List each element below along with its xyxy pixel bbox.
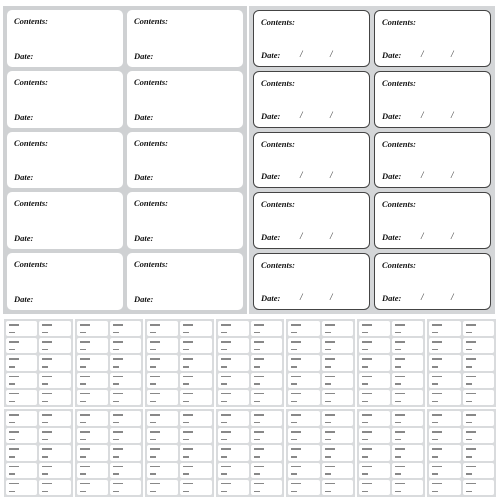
mini-label-sheet (427, 409, 496, 497)
storage-label (374, 192, 491, 249)
mini-label (463, 355, 494, 370)
mini-label (218, 480, 249, 495)
date-separator: / (300, 170, 303, 181)
mini-label (180, 428, 211, 443)
mini-label (77, 428, 108, 443)
mini-label (429, 338, 460, 353)
date-field-label: Date: (134, 50, 154, 61)
contents-field-label: Contents: (134, 137, 169, 148)
date-field-label: Date: (261, 292, 281, 303)
mini-label (429, 480, 460, 495)
mini-label (39, 445, 70, 460)
mini-label (251, 338, 282, 353)
mini-label (147, 338, 178, 353)
mini-label-sheet (4, 319, 73, 407)
mini-label (322, 411, 353, 426)
mini-label (180, 373, 211, 388)
mini-label (359, 355, 390, 370)
mini-label-sheet (75, 409, 144, 497)
date-separator: / (451, 231, 454, 242)
mini-label (180, 445, 211, 460)
mini-label (39, 321, 70, 336)
mini-label (218, 373, 249, 388)
date-separator: / (300, 231, 303, 242)
mini-label-sheet (427, 319, 496, 407)
contents-field-label: Contents: (382, 199, 417, 210)
date-separator: / (421, 48, 424, 59)
date-separator: / (451, 170, 454, 181)
mini-label (359, 321, 390, 336)
mini-label (110, 390, 141, 405)
mini-label (463, 321, 494, 336)
mini-label (251, 355, 282, 370)
mini-label (463, 411, 494, 426)
mini-label (77, 390, 108, 405)
mini-label (180, 480, 211, 495)
mini-label (39, 390, 70, 405)
mini-label (77, 411, 108, 426)
date-field-label: Date: (261, 171, 281, 182)
storage-label (7, 253, 123, 310)
mini-label (322, 390, 353, 405)
mini-label-sheet (216, 319, 285, 407)
date-field-label: Date: (14, 111, 34, 122)
mini-label (429, 411, 460, 426)
date-separator: / (451, 109, 454, 120)
mini-label (288, 445, 319, 460)
storage-label (7, 71, 123, 128)
mini-label (39, 355, 70, 370)
date-separator: / (421, 109, 424, 120)
mini-label-sheet (75, 319, 144, 407)
contents-field-label: Contents: (14, 137, 49, 148)
mini-label (359, 463, 390, 478)
mini-label (110, 463, 141, 478)
mini-label (77, 355, 108, 370)
mini-label (463, 390, 494, 405)
mini-label (110, 373, 141, 388)
mini-label-sheet (145, 319, 214, 407)
mini-label (147, 373, 178, 388)
mini-label (463, 480, 494, 495)
storage-label (127, 71, 243, 128)
contents-field-label: Contents: (134, 198, 169, 209)
mini-label (39, 428, 70, 443)
storage-label (253, 253, 370, 310)
mini-label (429, 445, 460, 460)
date-separator: / (421, 231, 424, 242)
mini-label (180, 463, 211, 478)
mini-label-sheet (286, 409, 355, 497)
mini-label (110, 428, 141, 443)
mini-label (251, 411, 282, 426)
mini-label (77, 445, 108, 460)
storage-label (253, 192, 370, 249)
mini-label (463, 463, 494, 478)
date-separator: / (300, 109, 303, 120)
mini-label (288, 428, 319, 443)
mini-label (110, 321, 141, 336)
storage-label (7, 132, 123, 189)
storage-label (374, 10, 491, 67)
mini-label (6, 445, 37, 460)
mini-label (147, 445, 178, 460)
mini-label (392, 338, 423, 353)
mini-label (218, 411, 249, 426)
mini-label (77, 480, 108, 495)
date-separator: / (330, 231, 333, 242)
mini-label (6, 390, 37, 405)
mini-label (180, 338, 211, 353)
mini-label (429, 390, 460, 405)
date-separator: / (300, 291, 303, 302)
mini-label (110, 445, 141, 460)
date-field-label: Date: (382, 171, 402, 182)
mini-label (147, 390, 178, 405)
contents-field-label: Contents: (261, 199, 296, 210)
date-field-label: Date: (14, 50, 34, 61)
mini-label (463, 338, 494, 353)
mini-label (251, 480, 282, 495)
mini-label (429, 463, 460, 478)
storage-label (374, 132, 491, 189)
storage-label (374, 253, 491, 310)
mini-label (322, 480, 353, 495)
mini-label (463, 445, 494, 460)
mini-label (392, 321, 423, 336)
mini-label (77, 463, 108, 478)
mini-label-sheet (4, 409, 73, 497)
date-separator: / (330, 109, 333, 120)
mini-label-sheet (286, 319, 355, 407)
mini-label (322, 321, 353, 336)
contents-field-label: Contents: (261, 260, 296, 271)
mini-label (429, 321, 460, 336)
mini-label (463, 428, 494, 443)
mini-label (147, 355, 178, 370)
mini-label (288, 338, 319, 353)
mini-label (322, 445, 353, 460)
storage-label (127, 192, 243, 249)
mini-label (429, 428, 460, 443)
storage-label (127, 10, 243, 67)
contents-field-label: Contents: (14, 198, 49, 209)
contents-field-label: Contents: (382, 77, 417, 88)
contents-field-label: Contents: (134, 16, 169, 26)
contents-field-label: Contents: (382, 138, 417, 149)
storage-label (127, 132, 243, 189)
mini-label (251, 321, 282, 336)
mini-label (392, 411, 423, 426)
mini-label (39, 338, 70, 353)
mini-label-sheet (145, 409, 214, 497)
storage-label (127, 253, 243, 310)
mini-label (6, 428, 37, 443)
date-separator: / (330, 48, 333, 59)
mini-label (392, 463, 423, 478)
contents-field-label: Contents: (261, 138, 296, 149)
storage-label (374, 71, 491, 128)
mini-label (6, 338, 37, 353)
contents-field-label: Contents: (134, 259, 169, 270)
mini-label (392, 390, 423, 405)
mini-label (147, 428, 178, 443)
mini-label (218, 355, 249, 370)
mini-label (218, 428, 249, 443)
mini-label (110, 480, 141, 495)
mini-label (251, 390, 282, 405)
mini-label (147, 321, 178, 336)
mini-label (39, 480, 70, 495)
label-sheet-outlined (249, 6, 495, 314)
mini-label (251, 463, 282, 478)
contents-field-label: Contents: (382, 17, 417, 27)
mini-label (6, 411, 37, 426)
mini-label (359, 445, 390, 460)
mini-label (147, 480, 178, 495)
mini-label (359, 411, 390, 426)
mini-label (359, 338, 390, 353)
mini-sheet-row-bottom (4, 409, 496, 497)
mini-label (6, 321, 37, 336)
storage-label (253, 132, 370, 189)
mini-label (110, 338, 141, 353)
mini-label (39, 411, 70, 426)
mini-label (392, 355, 423, 370)
date-field-label: Date: (382, 232, 402, 243)
date-separator: / (330, 170, 333, 181)
label-sheet-plain (3, 6, 247, 314)
mini-label (180, 355, 211, 370)
mini-label (288, 355, 319, 370)
mini-label (180, 411, 211, 426)
mini-label (322, 428, 353, 443)
mini-label (359, 390, 390, 405)
mini-label (6, 355, 37, 370)
storage-label (7, 10, 123, 67)
mini-label (77, 373, 108, 388)
date-separator: / (451, 291, 454, 302)
date-field-label: Date: (14, 293, 34, 304)
date-field-label: Date: (261, 110, 281, 121)
mini-label (39, 373, 70, 388)
mini-label (288, 321, 319, 336)
contents-field-label: Contents: (134, 76, 169, 87)
mini-label (6, 480, 37, 495)
date-field-label: Date: (134, 111, 154, 122)
mini-label (110, 411, 141, 426)
mini-label (322, 373, 353, 388)
mini-label-sheet (216, 409, 285, 497)
mini-label-sheet (357, 319, 426, 407)
date-separator: / (451, 48, 454, 59)
mini-label (322, 355, 353, 370)
mini-sheet-row-top (4, 319, 496, 407)
mini-label (322, 338, 353, 353)
date-field-label: Date: (261, 49, 281, 60)
mini-label (288, 480, 319, 495)
mini-label (218, 321, 249, 336)
mini-label-sheet (357, 409, 426, 497)
date-field-label: Date: (382, 49, 402, 60)
mini-label (6, 373, 37, 388)
mini-label (288, 390, 319, 405)
date-separator: / (421, 170, 424, 181)
mini-label (147, 463, 178, 478)
date-separator: / (421, 291, 424, 302)
date-field-label: Date: (134, 293, 154, 304)
contents-field-label: Contents: (382, 260, 417, 271)
storage-label (253, 10, 370, 67)
mini-label (359, 480, 390, 495)
storage-label (7, 192, 123, 249)
storage-label (253, 71, 370, 128)
mini-label (288, 373, 319, 388)
mini-label (218, 390, 249, 405)
mini-label (39, 463, 70, 478)
mini-label (6, 463, 37, 478)
mini-label (218, 445, 249, 460)
mini-label (463, 373, 494, 388)
mini-label (218, 338, 249, 353)
mini-label (251, 373, 282, 388)
mini-label (392, 480, 423, 495)
date-field-label: Date: (14, 233, 34, 244)
date-field-label: Date: (382, 292, 402, 303)
mini-label (359, 428, 390, 443)
contents-field-label: Contents: (14, 16, 49, 26)
contents-field-label: Contents: (261, 17, 296, 27)
mini-label (322, 463, 353, 478)
mini-label (77, 321, 108, 336)
date-field-label: Date: (134, 172, 154, 183)
mini-label (251, 445, 282, 460)
mini-label (180, 321, 211, 336)
date-field-label: Date: (134, 233, 154, 244)
date-field-label: Date: (382, 110, 402, 121)
contents-field-label: Contents: (261, 77, 296, 88)
mini-label (429, 355, 460, 370)
contents-field-label: Contents: (14, 76, 49, 87)
mini-label (392, 373, 423, 388)
mini-label (147, 411, 178, 426)
mini-label (392, 445, 423, 460)
date-field-label: Date: (261, 232, 281, 243)
mini-label (218, 463, 249, 478)
mini-label (288, 411, 319, 426)
contents-field-label: Contents: (14, 259, 49, 270)
mini-label (77, 338, 108, 353)
date-field-label: Date: (14, 172, 34, 183)
mini-label (288, 463, 319, 478)
mini-label (110, 355, 141, 370)
mini-label (251, 428, 282, 443)
mini-label (359, 373, 390, 388)
date-separator: / (300, 48, 303, 59)
date-separator: / (330, 291, 333, 302)
mini-label (180, 390, 211, 405)
mini-label (392, 428, 423, 443)
mini-label (429, 373, 460, 388)
